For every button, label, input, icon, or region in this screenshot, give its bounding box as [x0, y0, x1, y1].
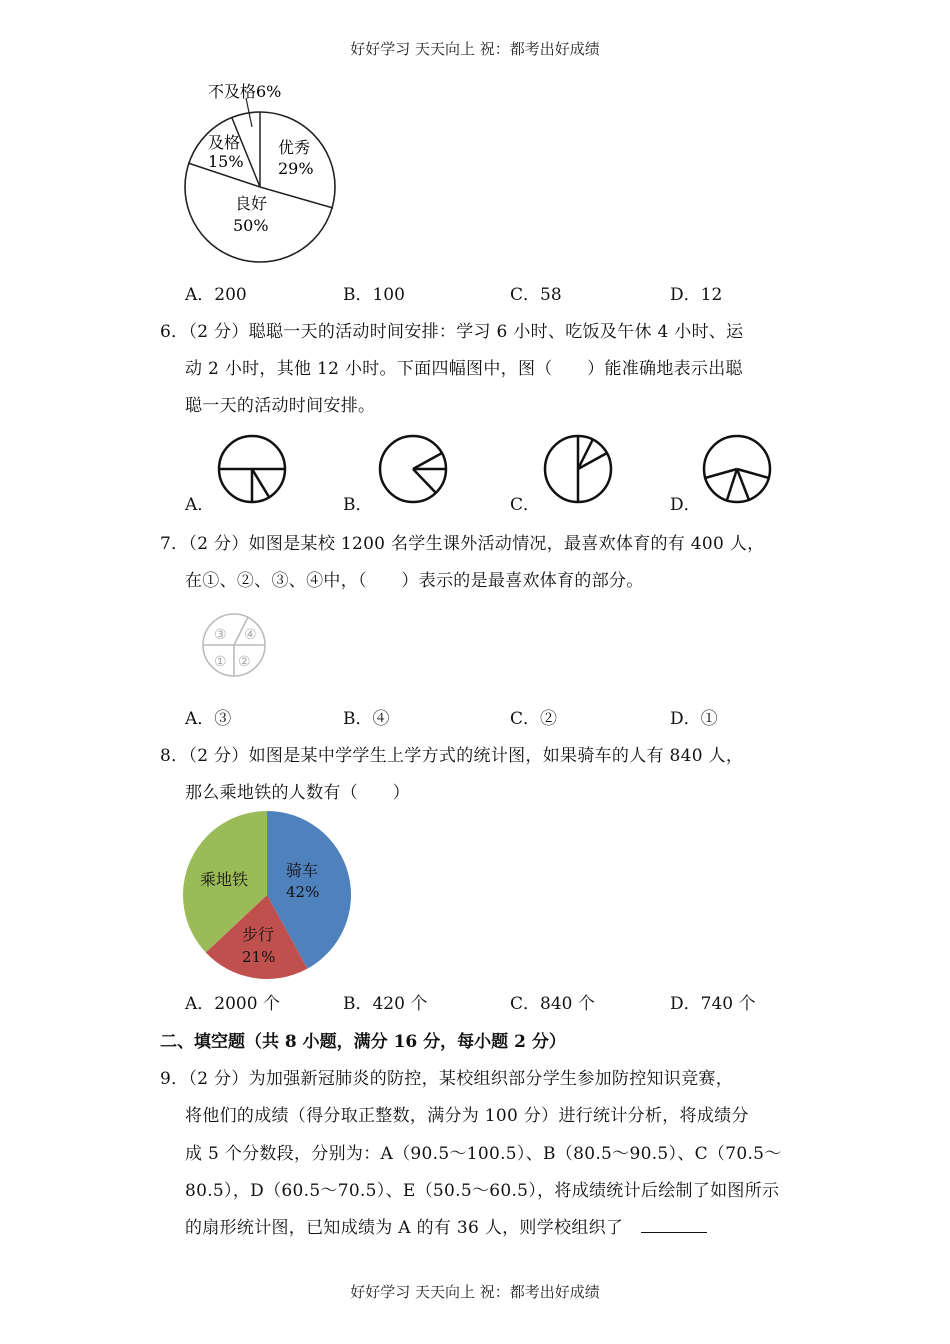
- q9-answer-blank[interactable]: [641, 1216, 707, 1233]
- q6-option-d[interactable]: D．: [670, 495, 701, 515]
- q8-option-c[interactable]: C．840 个: [510, 994, 595, 1014]
- q8-line-2: 那么乘地铁的人数有（ ）: [185, 783, 410, 803]
- q6-diagram-d[interactable]: [700, 434, 774, 506]
- q5-option-d[interactable]: D．12: [670, 285, 723, 305]
- q5-label-pass: 及格: [208, 133, 241, 152]
- q9-line-4: 80.5），D（60.5～70.5）、E（50.5～60.5），将成绩统计后绘制了如图所示: [185, 1181, 780, 1201]
- section-2-title: 二、填空题（共 8 小题，满分 16 分，每小题 2 分）: [160, 1032, 566, 1052]
- q9-line-1: 9．（2 分）为加强新冠肺炎的防控，某校组织部分学生参加防控知识竞赛，: [160, 1069, 734, 1089]
- q6-diagram-b[interactable]: [376, 433, 450, 507]
- q9-line-2: 将他们的成绩（得分取正整数，满分为 100 分）进行统计分析，将成绩分: [185, 1106, 749, 1126]
- q7-line-2: 在①、②、③、④中，（ ）表示的是最喜欢体育的部分。: [185, 571, 644, 591]
- q8-label-subway: 乘地铁: [200, 870, 249, 889]
- q7-option-c[interactable]: C．②: [510, 709, 558, 729]
- q5-value-pass: 15%: [208, 152, 244, 171]
- q6-line-2: 动 2 小时，其他 12 小时。下面四幅图中，图（ ）能准确地表示出聪: [185, 359, 743, 379]
- q5-label-good: 良好: [235, 194, 268, 213]
- q9-line-5-text: 的扇形统计图，已知成绩为 A 的有 36 人，则学校组织了: [185, 1218, 624, 1238]
- q7-option-d[interactable]: D．①: [670, 709, 718, 729]
- q5-option-a[interactable]: A．200: [185, 285, 247, 305]
- q7-line-1: 7．（2 分）如图是某校 1200 名学生课外活动情况，最喜欢体育的有 400 人，: [160, 534, 765, 554]
- q7-diagram-label-4: ④: [244, 627, 257, 643]
- q9-line-5: [185, 1213, 707, 1238]
- q7-option-b[interactable]: B．④: [343, 709, 390, 729]
- q8-pie-chart: [178, 806, 358, 986]
- q5-label-fail: 不及格6%: [208, 82, 282, 101]
- q8-value-walk: 21%: [242, 948, 276, 966]
- q8-option-b[interactable]: B．420 个: [343, 994, 428, 1014]
- q6-line-3: 聪一天的活动时间安排。: [185, 396, 376, 416]
- q7-diagram-label-1: ①: [214, 654, 227, 670]
- q7-option-a[interactable]: A．③: [185, 709, 232, 729]
- q8-label-bike: 骑车: [286, 861, 319, 880]
- q6-option-b[interactable]: B．: [343, 495, 373, 515]
- page-header: 好好学习 天天向上 祝：都考出好成绩: [350, 40, 600, 58]
- q7-diagram-label-2: ②: [238, 654, 251, 670]
- q5-option-c[interactable]: C．58: [510, 285, 562, 305]
- q7-diagram: [196, 610, 272, 682]
- q6-option-c[interactable]: C．: [510, 495, 541, 515]
- q8-option-d[interactable]: D．740 个: [670, 994, 756, 1014]
- q8-label-walk: 步行: [242, 925, 275, 944]
- q5-label-excellent: 优秀: [278, 138, 311, 157]
- q5-value-excellent: 29%: [278, 159, 314, 178]
- q6-diagram-a[interactable]: [214, 434, 290, 506]
- q8-line-1: 8．（2 分）如图是某中学学生上学方式的统计图，如果骑车的人有 840 人，: [160, 746, 744, 766]
- q7-diagram-label-3: ③: [214, 627, 227, 643]
- q5-pie-chart: [180, 76, 350, 266]
- q9-line-3: 成 5 个分数段，分别为：A（90.5～100.5）、B（80.5～90.5）、C（70.5～: [185, 1144, 782, 1164]
- q6-line-1: 6．（2 分）聪聪一天的活动时间安排：学习 6 小时、吃饭及午休 4 小时、运: [160, 322, 744, 342]
- q8-option-a[interactable]: A．2000 个: [185, 994, 280, 1014]
- q6-diagram-c[interactable]: [541, 433, 615, 507]
- q5-value-good: 50%: [233, 216, 269, 235]
- q5-option-b[interactable]: B．100: [343, 285, 405, 305]
- page-footer: 好好学习 天天向上 祝：都考出好成绩: [350, 1283, 600, 1301]
- q8-value-bike: 42%: [286, 883, 320, 901]
- q6-option-a[interactable]: A．: [185, 495, 215, 515]
